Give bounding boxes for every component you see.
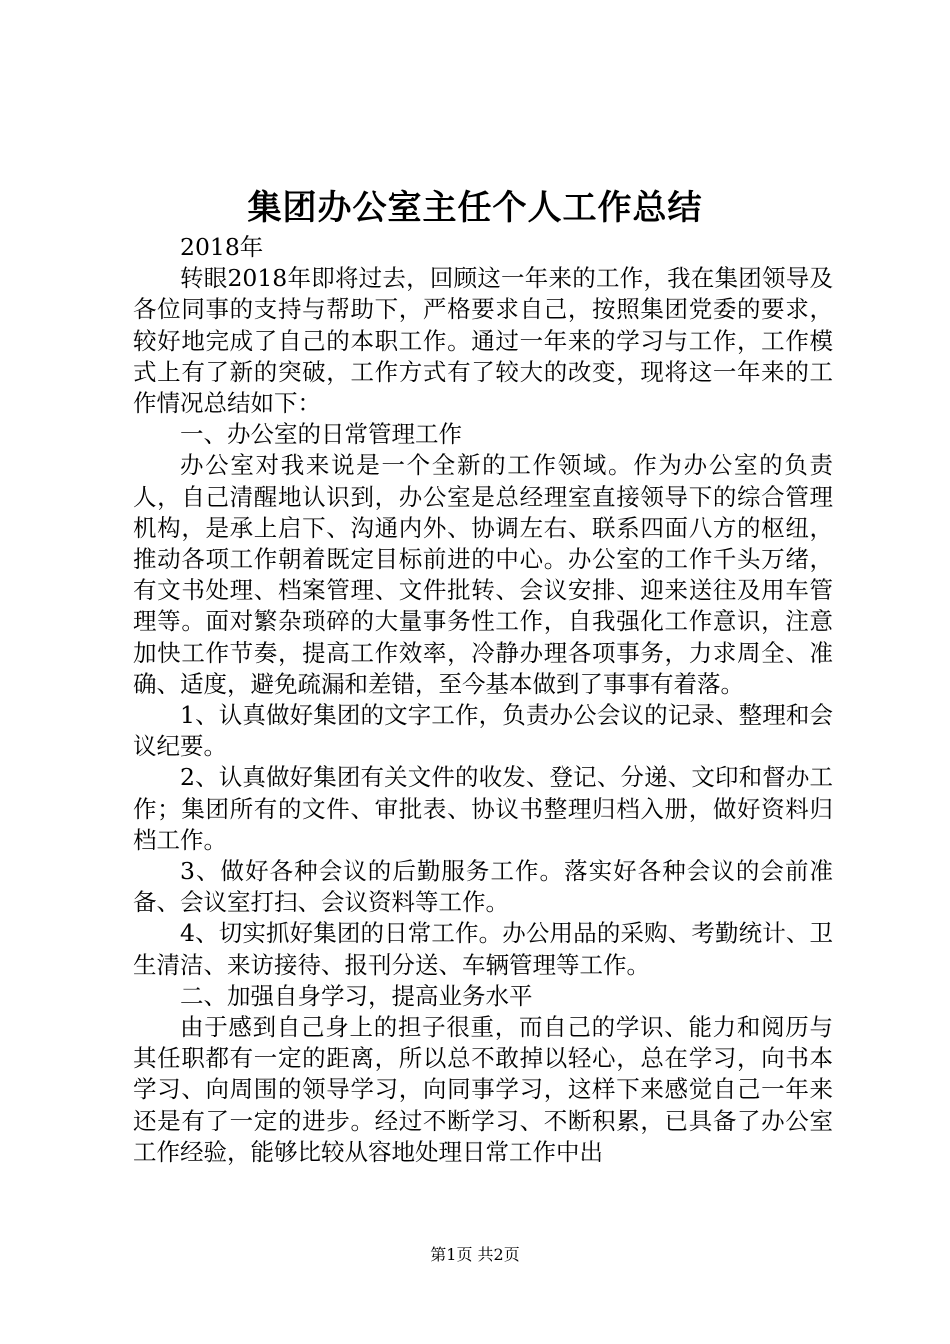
page-number-footer: 第1页 共2页 xyxy=(430,1245,520,1264)
date-line: 2018年 xyxy=(180,233,264,261)
body-paragraph: 由于感到自己身上的担子很重，而自己的学识、能力和阅历与其任职都有一定的距离，所以总不敢掉以轻心，总在学习，向书本学习、向周围的领导学习，向同事学习，这样下来感觉自己一年来还是有了一定的进步。经过不断学习、不断积累，已具备了办公室工作经验，能够比较从容地处理日常工作中出 xyxy=(133,1013,833,1166)
document-title: 集团办公室主任个人工作总结 xyxy=(247,188,703,228)
section-heading-1: 一、办公室的日常管理工作 xyxy=(180,420,462,449)
list-item-3: 3、做好各种会议的后勤服务工作。落实好各种会议的会前准备、会议室打扫、会议资料等工作。 xyxy=(133,857,833,917)
intro-paragraph: 转眼2018年即将过去，回顾这一年来的工作，我在集团领导及各位同事的支持与帮助下，严格要求自己，按照集团党委的要求，较好地完成了自己的本职工作。通过一年来的学习与工作，工作模式上有了新的突破，工作方式有了较大的改变，现将这一年来的工作情况总结如下： xyxy=(133,264,833,418)
document-body xyxy=(133,232,833,1168)
list-item-2: 2、认真做好集团有关文件的收发、登记、分递、文印和督办工作；集团所有的文件、审批表、协议书整理归档入册，做好资料归档工作。 xyxy=(133,763,833,854)
list-item-4: 4、切实抓好集团的日常工作。办公用品的采购、考勤统计、卫生清洁、来访接待、报刊分送、车辆管理等工作。 xyxy=(133,919,833,979)
section-heading-2: 二、加强自身学习，提高业务水平 xyxy=(180,981,533,1010)
list-item-1: 1、认真做好集团的文字工作，负责办公会议的记录、整理和会议纪要。 xyxy=(133,701,833,761)
body-paragraph: 办公室对我来说是一个全新的工作领域。作为办公室的负责人，自己清醒地认识到，办公室是总经理室直接领导下的综合管理机构，是承上启下、沟通内外、协调左右、联系四面八方的枢纽，推动各项工作朝着既定目标前进的中心。办公室的工作千头万绪，有文书处理、档案管理、文件批转、会议安排、迎来送往及用车管理等。面对繁杂琐碎的大量事务性工作，自我强化工作意识，注意加快工作节奏，提高工作效率，冷静办理各项事务，力求周全、准确、适度，避免疏漏和差错，至今基本做到了事事有着落。 xyxy=(133,451,833,698)
